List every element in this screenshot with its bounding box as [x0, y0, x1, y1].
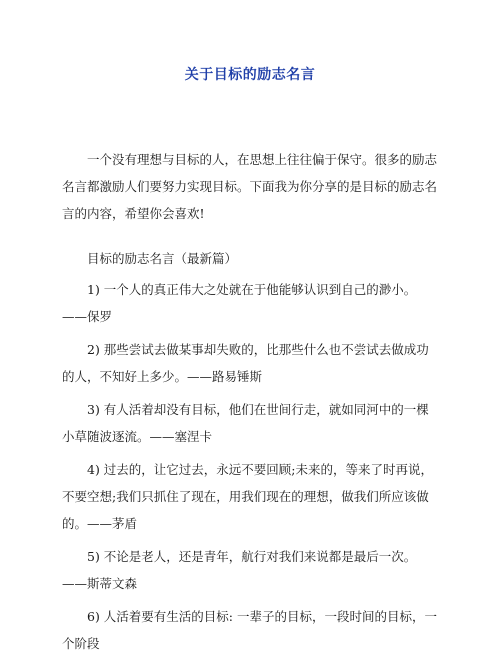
quote-item: 3) 有人活着却没有目标，他们在世间行走，就如同河中的一棵小草随波逐流。——塞涅卡 [62, 402, 429, 444]
quote-item: 5) 不论是老人，还是青年，航行对我们来说都是最后一次。——斯蒂文森 [62, 549, 417, 591]
quote-item: 1) 一个人的真正伟大之处就在于他能够认识到自己的渺小。——保罗 [62, 282, 417, 324]
section-heading: 目标的励志名言（最新篇） [87, 251, 238, 266]
document-title: 关于目标的励志名言 [184, 67, 316, 83]
quote-item: 2) 那些尝试去做某事却失败的，比那些什么也不尝试去做成功的人，不知好上多少。——路易锤斯 [62, 342, 429, 384]
quote-item: 6) 人活着要有生活的目标: 一辈子的目标，一段时间的目标，一个阶段 [62, 609, 437, 651]
document-body [62, 146, 440, 663]
intro-paragraph: 一个没有理想与目标的人，在思想上往往偏于保守。很多的励志名言都激励人们要努力实现目标。下面我为你分享的是目标的励志名言的内容，希望你会喜欢! [62, 152, 438, 221]
spacer [62, 227, 440, 245]
quote-item: 4) 过去的，让它过去，永远不要回顾;未来的，等来了时再说，不要空想;我们只抓住了现在，用我们现在的理想，做我们所应该做的。——茅盾 [62, 462, 434, 531]
